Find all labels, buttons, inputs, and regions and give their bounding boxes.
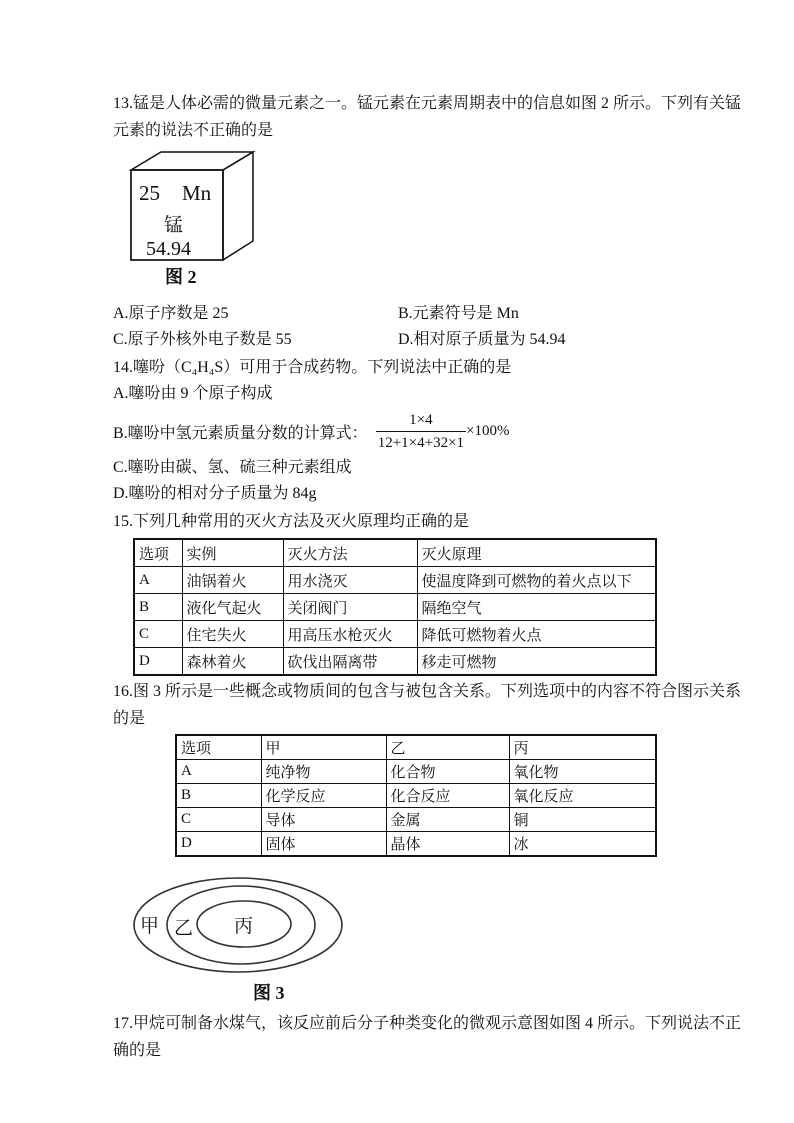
table-cell: A — [134, 567, 182, 594]
table-cell: 氧化物 — [509, 760, 656, 784]
figure-3-caption: 图 3 — [253, 983, 285, 1003]
question-13-line-1: 13.锰是人体必需的微量元素之一。锰元素在元素周期表中的信息如图 2 所示。下列有关锰 — [113, 95, 742, 112]
question-14-text: 14.噻吩（C₄H₄S）可用于合成药物。下列说法中正确的是 — [113, 359, 512, 376]
table-row — [176, 784, 656, 808]
question-13 — [113, 90, 742, 144]
atomic-number-text: 25 — [139, 181, 160, 205]
q13-option-c: C.原子外核外电子数是 55 — [113, 331, 292, 348]
table-cell: 关闭阀门 — [283, 594, 417, 621]
table-cell: 化学反应 — [261, 784, 386, 808]
table-cell: 移走可燃物 — [417, 648, 656, 676]
q13-option-a: A.原子序数是 25 — [113, 305, 229, 322]
fraction-suffix: ×100% — [466, 422, 510, 439]
table-cell: 冰 — [509, 832, 656, 857]
question-16-line-2: 的是 — [113, 710, 146, 727]
table-row — [176, 808, 656, 832]
table-row — [176, 832, 656, 857]
question-17-line-2: 确的是 — [113, 1042, 162, 1059]
figure-2 — [129, 150, 694, 289]
table-cell: D — [134, 648, 182, 676]
table-header-cell: 乙 — [386, 735, 509, 760]
table-header-cell: 选项 — [134, 539, 182, 567]
question-16-line-1: 16.图 3 所示是一些概念或物质间的包含与被包含关系。下列选项中的内容不符合图示关系 — [113, 683, 742, 700]
table-cell: 固体 — [261, 832, 386, 857]
question-14 — [113, 355, 694, 507]
concept-relation-table — [175, 734, 657, 857]
table-cell: A — [176, 760, 261, 784]
table-cell: 森林着火 — [182, 648, 283, 676]
table-cell: D — [176, 832, 261, 857]
venn-diagram — [128, 873, 443, 978]
cube-right-face — [223, 152, 253, 260]
fire-extinguishing-table — [133, 538, 657, 676]
outer-label: 甲 — [140, 916, 160, 937]
table-header-row — [176, 735, 656, 760]
question-13-options — [113, 301, 694, 353]
table-cell: 铜 — [509, 808, 656, 832]
q14-option-a: A.噻吩由 9 个原子构成 — [113, 385, 273, 402]
table-cell: 油锅着火 — [182, 567, 283, 594]
element-name-text: 锰 — [164, 215, 184, 236]
table-cell: 隔绝空气 — [417, 594, 656, 621]
table-row — [134, 567, 656, 594]
question-17-line-1: 17.甲烷可制备水煤气，该反应前后分子种类变化的微观示意图如图 4 所示。下列说法不正 — [113, 1015, 742, 1032]
inner-label: 丙 — [234, 916, 254, 937]
mass-fraction-formula — [376, 410, 466, 453]
table-cell: C — [176, 808, 261, 832]
table-row — [134, 594, 656, 621]
table-cell: 化合反应 — [386, 784, 509, 808]
q14-option-d: D.噻吩的相对分子质量为 84g — [113, 485, 317, 502]
table-header-row — [134, 539, 656, 567]
table-cell: 导体 — [261, 808, 386, 832]
table-cell: 用水浇灭 — [283, 567, 417, 594]
q13-option-d: D.相对原子质量为 54.94 — [398, 331, 566, 348]
table-header-cell: 灭火方法 — [283, 539, 417, 567]
table-header-cell: 实例 — [182, 539, 283, 567]
table-cell: 降低可燃物着火点 — [417, 621, 656, 648]
periodic-element-cube — [129, 150, 279, 263]
question-13-line-2: 元素的说法不正确的是 — [113, 122, 274, 139]
q14-option-b — [113, 409, 694, 453]
table-header-cell: 选项 — [176, 735, 261, 760]
table-cell: 砍伐出隔离带 — [283, 648, 417, 676]
figure-3 — [128, 873, 694, 1006]
table-row — [134, 648, 656, 676]
fraction-numerator: 1×4 — [376, 410, 466, 432]
table-cell: 用高压水枪灭火 — [283, 621, 417, 648]
table-cell: 氧化反应 — [509, 784, 656, 808]
table-cell: C — [134, 621, 182, 648]
element-symbol-text: Mn — [182, 181, 212, 205]
table-cell: 纯净物 — [261, 760, 386, 784]
q13-option-b: B.元素符号是 Mn — [398, 305, 519, 322]
question-16 — [113, 678, 742, 732]
table-header-cell: 甲 — [261, 735, 386, 760]
table-cell: 金属 — [386, 808, 509, 832]
figure-2-caption: 图 2 — [165, 267, 197, 287]
table-cell: 化合物 — [386, 760, 509, 784]
middle-label: 乙 — [174, 918, 194, 939]
question-15-text: 15.下列几种常用的灭火方法及灭火原理均正确的是 — [113, 513, 470, 530]
table-cell: B — [134, 594, 182, 621]
cube-top-face — [131, 152, 253, 170]
fraction-denominator: 12+1×4+32×1 — [377, 434, 465, 451]
q14-option-c: C.噻吩由碳、氢、硫三种元素组成 — [113, 459, 352, 476]
question-17 — [113, 1010, 742, 1064]
table-cell: 使温度降到可燃物的着火点以下 — [417, 567, 656, 594]
table-row — [134, 621, 656, 648]
table-cell: 晶体 — [386, 832, 509, 857]
table-row — [176, 760, 656, 784]
relative-mass-text: 54.94 — [146, 238, 191, 260]
table-header-cell: 丙 — [509, 735, 656, 760]
table-cell: 液化气起火 — [182, 594, 283, 621]
table-cell: 住宅失火 — [182, 621, 283, 648]
table-cell: B — [176, 784, 261, 808]
q14-option-b-prefix: B.噻吩中氢元素质量分数的计算式： — [113, 424, 368, 442]
table-header-cell: 灭火原理 — [417, 539, 656, 567]
